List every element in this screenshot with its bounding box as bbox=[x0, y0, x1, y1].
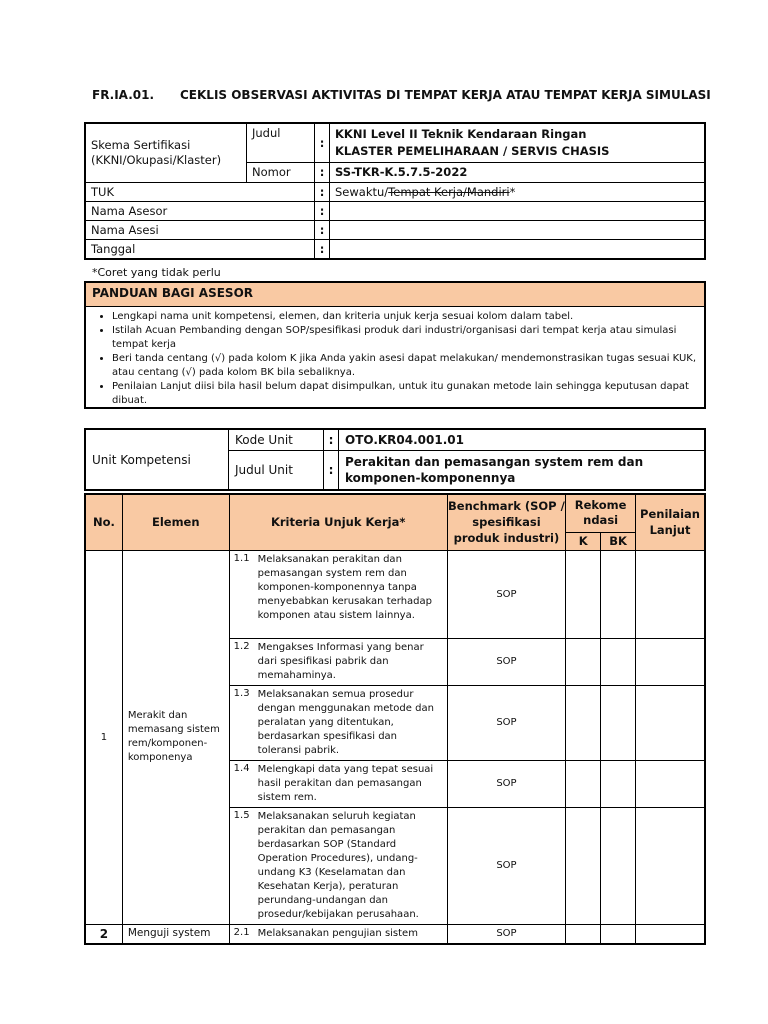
kriteria-text: Melengkapi data yang tepat sesuai hasil perakitan dan pemasangan sistem rem. bbox=[257, 763, 434, 803]
header-elemen: Elemen bbox=[122, 494, 229, 550]
bk-checkbox-cell[interactable] bbox=[601, 685, 636, 760]
bk-checkbox-cell[interactable] bbox=[601, 807, 636, 924]
colon: : bbox=[324, 451, 339, 491]
asesor-value[interactable] bbox=[330, 202, 706, 221]
panduan-item: • Istilah Acuan Pembanding dengan SOP/spesifikasi produk dari industri/organisasi dari tempat kerja atau simulasi tempat kerja bbox=[112, 324, 704, 352]
panduan-item: • Lengkapi nama unit kompetensi, elemen, dan kriteria unjuk kerja sesuai kolom dalam tabel. bbox=[112, 310, 704, 324]
benchmark-cell: SOP bbox=[447, 638, 566, 685]
tanggal-value[interactable] bbox=[330, 240, 706, 260]
table-row bbox=[85, 550, 705, 638]
kriteria-cell bbox=[229, 685, 447, 760]
kriteria-number: 1.1 bbox=[233, 552, 250, 564]
kriteria-cell bbox=[229, 638, 447, 685]
colon: : bbox=[315, 202, 330, 221]
kriteria-cell bbox=[229, 760, 447, 807]
kriteria-number: 2.1 bbox=[233, 926, 250, 938]
asesi-value[interactable] bbox=[330, 221, 706, 240]
colon: : bbox=[315, 123, 330, 163]
scheme-info-table bbox=[84, 122, 706, 260]
penilaian-cell[interactable] bbox=[636, 924, 705, 944]
bk-checkbox-cell[interactable] bbox=[601, 924, 636, 944]
benchmark-cell: SOP bbox=[447, 685, 566, 760]
tuk-value bbox=[330, 183, 706, 202]
elemen-cell: Menguji system bbox=[122, 924, 229, 944]
kode-unit-label: Kode Unit bbox=[229, 429, 324, 451]
judul-line2: KLASTER PEMELIHARAAN / SERVIS CHASIS bbox=[335, 144, 610, 158]
tuk-value-plain: Sewaktu/ bbox=[335, 185, 389, 199]
benchmark-cell: SOP bbox=[447, 807, 566, 924]
penilaian-cell[interactable] bbox=[636, 638, 705, 685]
header-penilaian: Penilaian Lanjut bbox=[636, 494, 705, 550]
penilaian-cell[interactable] bbox=[636, 685, 705, 760]
header-bk: BK bbox=[601, 532, 636, 550]
observation-table bbox=[84, 493, 706, 945]
colon: : bbox=[315, 163, 330, 183]
footnote: *Coret yang tidak perlu bbox=[92, 266, 221, 279]
kriteria-text: Melaksanakan semua prosedur dengan menggunakan metode dan peralatan yang ditentukan, berdasarkan spesifikasi dan toleransi pabrik. bbox=[257, 688, 434, 756]
unit-table bbox=[84, 428, 706, 491]
form-title: CEKLIS OBSERVASI AKTIVITAS DI TEMPAT KERJA ATAU TEMPAT KERJA SIMULASI bbox=[180, 88, 711, 102]
nomor-label: Nomor bbox=[247, 163, 315, 183]
tuk-label: TUK bbox=[85, 183, 315, 202]
panduan-box bbox=[84, 281, 706, 409]
benchmark-cell: SOP bbox=[447, 924, 566, 944]
table-row bbox=[85, 924, 705, 944]
header-kriteria: Kriteria Unjuk Kerja* bbox=[229, 494, 447, 550]
panduan-item: • Penilaian Lanjut diisi bila hasil belum dapat disimpulkan, untuk itu gunakan metode lain sehingga keputusan dapat dibuat. bbox=[112, 380, 704, 408]
kriteria-number: 1.5 bbox=[233, 809, 250, 821]
penilaian-cell[interactable] bbox=[636, 550, 705, 638]
k-checkbox-cell[interactable] bbox=[566, 924, 601, 944]
tuk-value-suffix: * bbox=[509, 185, 516, 199]
k-checkbox-cell[interactable] bbox=[566, 638, 601, 685]
panduan-item: • Beri tanda centang (√) pada kolom K jika Anda yakin asesi dapat melakukan/ mendemonstrasikan tugas sesuai KUK, atau centang (√) pada kolom BK bila sebaliknya. bbox=[112, 352, 704, 380]
panduan-list bbox=[86, 310, 704, 408]
skema-label: Skema Sertifikasi (KKNI/Okupasi/Klaster) bbox=[85, 123, 247, 183]
asesi-label: Nama Asesi bbox=[85, 221, 315, 240]
colon: : bbox=[315, 183, 330, 202]
penilaian-cell[interactable] bbox=[636, 807, 705, 924]
bk-checkbox-cell[interactable] bbox=[601, 550, 636, 638]
judul-unit-label: Judul Unit bbox=[229, 451, 324, 491]
k-checkbox-cell[interactable] bbox=[566, 550, 601, 638]
kriteria-cell bbox=[229, 807, 447, 924]
kriteria-number: 1.4 bbox=[233, 762, 250, 774]
penilaian-cell[interactable] bbox=[636, 760, 705, 807]
bk-checkbox-cell[interactable] bbox=[601, 638, 636, 685]
elemen-cell: Merakit dan memasang sistem rem/komponen-komponenya bbox=[122, 550, 229, 924]
asesor-label: Nama Asesor bbox=[85, 202, 315, 221]
judul-unit-value: Perakitan dan pemasangan system rem dan komponen-komponennya bbox=[339, 451, 706, 491]
kriteria-text: Melaksanakan seluruh kegiatan perakitan dan pemasangan berdasarkan SOP (Standard Operation Procedures), undang-undang K3 (Keselamatan dan Kesehatan Kerja), peraturan perundang-undangan dan prosedur/kebijakan perusahaan. bbox=[257, 810, 419, 920]
kriteria-number: 1.3 bbox=[233, 687, 250, 699]
kriteria-cell bbox=[229, 924, 447, 944]
form-code: FR.IA.01. bbox=[92, 88, 155, 102]
colon: : bbox=[315, 240, 330, 260]
benchmark-cell: SOP bbox=[447, 760, 566, 807]
kriteria-text: Melaksanakan perakitan dan pemasangan system rem dan komponen-komponennya tanpa menyebabkan kerusakan terhadap komponen atau sistem lainnya. bbox=[257, 553, 432, 621]
k-checkbox-cell[interactable] bbox=[566, 685, 601, 760]
kriteria-text: Mengakses Informasi yang benar dari spesifikasi pabrik dan memahaminya. bbox=[257, 641, 424, 681]
judul-value bbox=[330, 123, 706, 163]
row-number: 2 bbox=[85, 924, 122, 944]
unit-label: Unit Kompetensi bbox=[85, 429, 229, 490]
judul-line1: KKNI Level II Teknik Kendaraan Ringan bbox=[335, 127, 587, 141]
header-rekomendasi: Rekome ndasi bbox=[566, 494, 636, 532]
kode-unit-value: OTO.KR04.001.01 bbox=[339, 429, 706, 451]
bk-checkbox-cell[interactable] bbox=[601, 760, 636, 807]
tanggal-label: Tanggal bbox=[85, 240, 315, 260]
header-no: No. bbox=[85, 494, 122, 550]
colon: : bbox=[315, 221, 330, 240]
header-benchmark: Benchmark (SOP / spesifikasi produk industri) bbox=[447, 494, 566, 550]
kriteria-cell bbox=[229, 550, 447, 638]
colon: : bbox=[324, 429, 339, 451]
nomor-value: SS-TKR-K.5.7.5-2022 bbox=[330, 163, 706, 183]
row-number: 1 bbox=[85, 550, 122, 924]
kriteria-text: Melaksanakan pengujian sistem bbox=[257, 927, 418, 939]
header-k: K bbox=[566, 532, 601, 550]
k-checkbox-cell[interactable] bbox=[566, 807, 601, 924]
benchmark-cell: SOP bbox=[447, 550, 566, 638]
judul-label: Judul bbox=[247, 123, 315, 163]
k-checkbox-cell[interactable] bbox=[566, 760, 601, 807]
kriteria-number: 1.2 bbox=[233, 640, 250, 652]
tuk-value-struck: Tempat Kerja/Mandiri bbox=[388, 185, 510, 199]
panduan-title: PANDUAN BAGI ASESOR bbox=[86, 283, 704, 307]
